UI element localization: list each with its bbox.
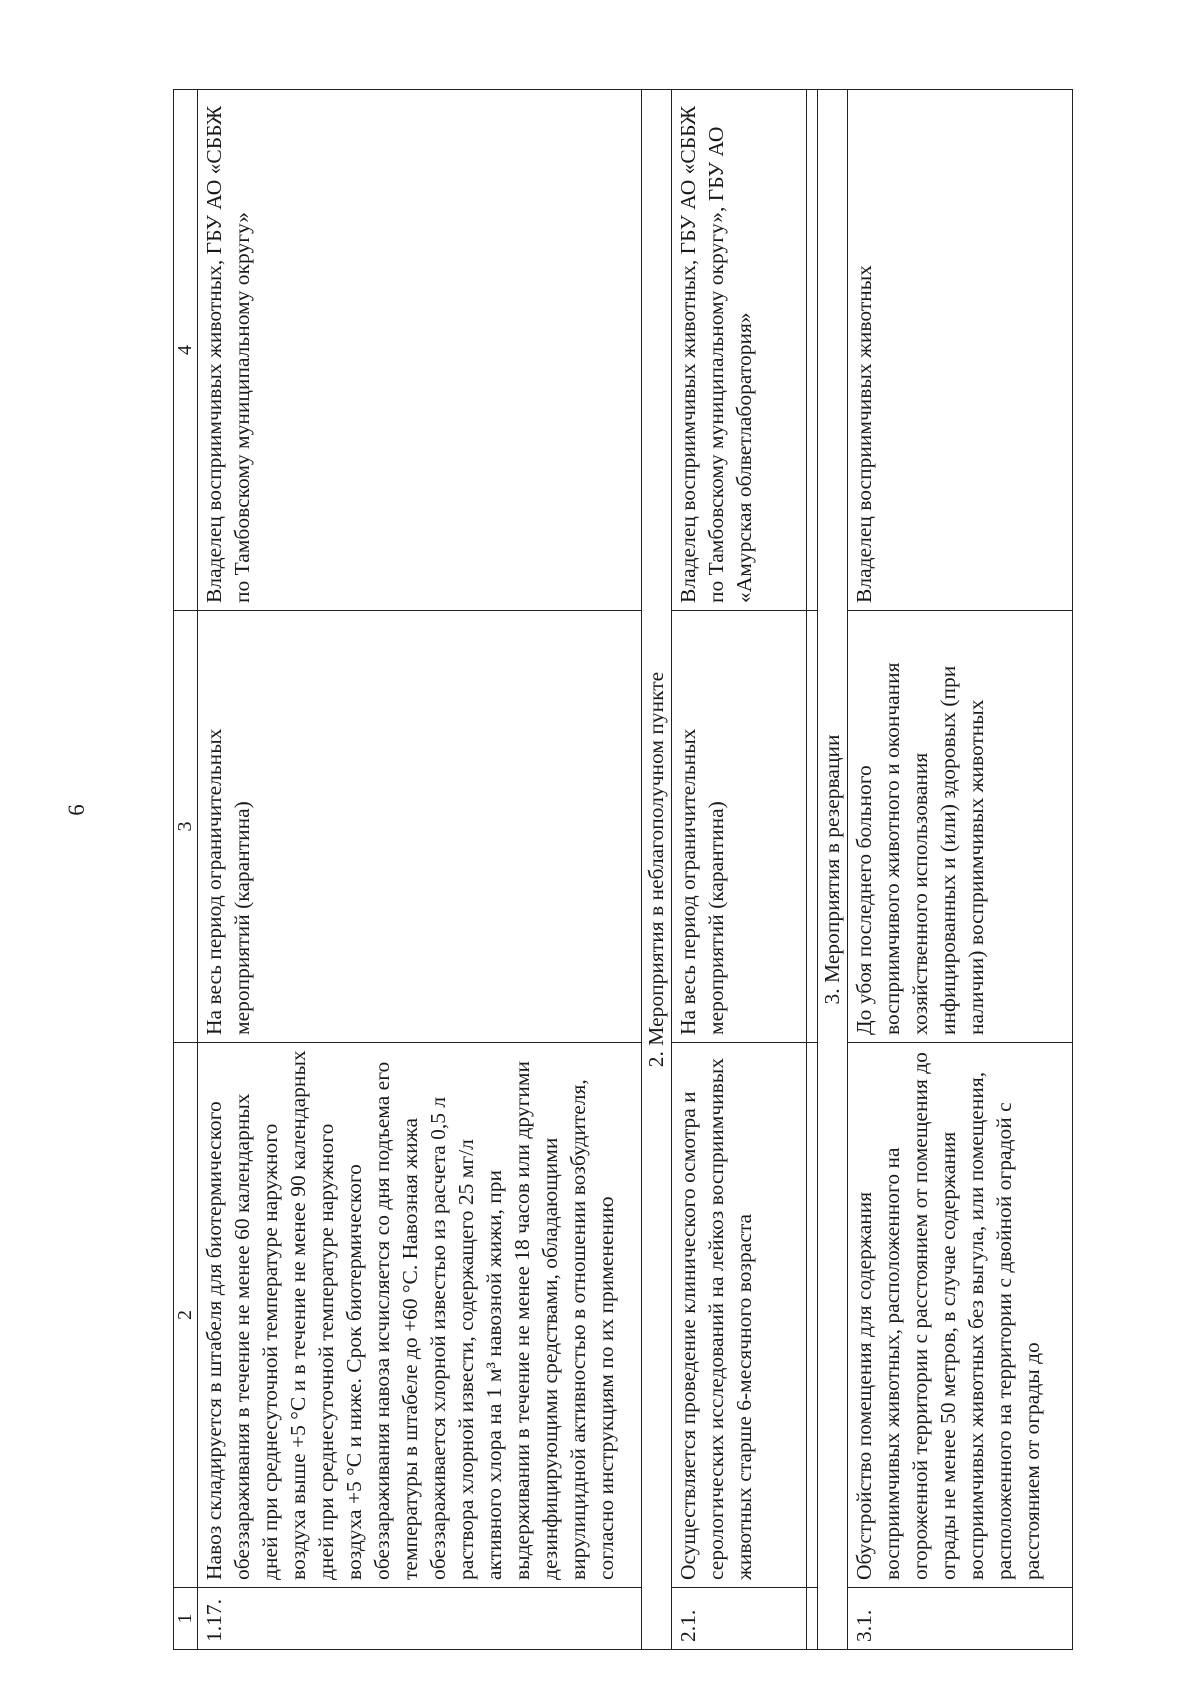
rotated-table-wrapper xyxy=(173,90,1073,1650)
table-row xyxy=(847,90,1072,1650)
spacer-cell xyxy=(806,90,817,611)
row-period: До убоя последнего больного восприимчивого животного и окончания хозяйственного использования инфицированных и (или) здоровых (при наличии) восприимчивых животных xyxy=(847,611,1072,1043)
table-row xyxy=(197,90,641,1650)
row-measure: Осуществляется проведение клинического осмотра и серологических исследований на лейкоз восприимчивых животных старше 6-месячного возраста xyxy=(671,1043,806,1588)
row-number: 3.1. xyxy=(847,1588,1072,1650)
row-responsible: Владелец восприимчивых животных, ГБУ АО «СББЖ по Тамбовскому муниципальному округу» xyxy=(197,90,641,611)
section-heading-row xyxy=(641,90,671,1650)
row-measure: Навоз складируется в штабеля для биотермического обеззараживания в течение не менее 60 календарных дней при среднесуточной температуре наружного воздуха выше +5 °С и в течение не менее 90 календарных дней при среднесуточной температуре наружного воздуха +5 °С и ниже. Срок биотермического обеззараживания навоза исчисляется со дня подъема его температуры в штабеле до +60 °С. Навозная жижа обеззараживается хлорной известью из расчета 0,5 л раствора хлорной извести, содержащего 25 мг/л активного хлора на 1 м³ навозной жижи, при выдерживании в течение не менее 18 часов или другими дезинфицирующими средствами, обладающими вирулицидной активностью в отношении возбудителя, согласно инструкциям по их применению xyxy=(197,1043,641,1588)
row-responsible: Владелец восприимчивых животных xyxy=(847,90,1072,611)
table-row xyxy=(671,90,806,1650)
section-heading-2: 2. Мероприятия в неблагополучном пункте xyxy=(641,90,671,1650)
header-cell-1: 1 xyxy=(174,1588,198,1650)
page-number: 6 xyxy=(64,804,89,816)
header-cell-4: 4 xyxy=(174,90,198,611)
header-cell-2: 2 xyxy=(174,1043,198,1588)
row-number: 1.17. xyxy=(197,1588,641,1650)
row-period: На весь период ограничительных мероприятий (карантина) xyxy=(671,611,806,1043)
spacer-cell xyxy=(806,1043,817,1588)
spacer-cell xyxy=(806,1588,817,1650)
header-cell-3: 3 xyxy=(174,611,198,1043)
section-heading-3: 3. Мероприятия в резервации xyxy=(818,90,848,1650)
spacer-cell xyxy=(806,611,817,1043)
section-heading-row xyxy=(818,90,848,1650)
row-number: 2.1. xyxy=(671,1588,806,1650)
row-period: На весь период ограничительных мероприятий (карантина) xyxy=(197,611,641,1043)
spacer-row xyxy=(806,90,817,1650)
row-responsible: Владелец восприимчивых животных, ГБУ АО «СББЖ по Тамбовскому муниципальному округу», ГБУ АО «Амурская облветлаборатория» xyxy=(671,90,806,611)
table-header-row xyxy=(174,90,198,1650)
row-measure: Обустройство помещения для содержания восприимчивых животных, расположенного на огороженной территории с расстоянием от помещения до ограды не менее 50 метров, в случае содержания восприимчивых животных без выгула, или помещения, расположенного на территории с двойной оградой с расстоянием от ограды до xyxy=(847,1043,1072,1588)
measures-table xyxy=(173,89,1073,1650)
